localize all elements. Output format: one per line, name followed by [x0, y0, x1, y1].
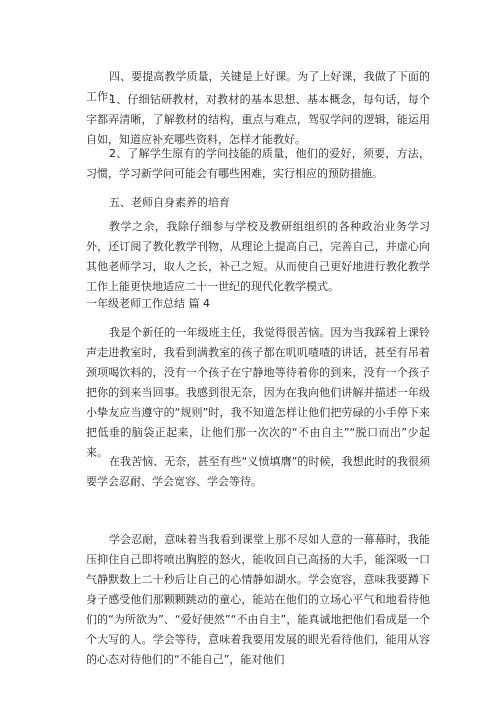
paragraph-item-2: 2、了解学生原有的学问技能的质量，他们的爱好，须要，方法，习惯，学习新学问可能会有哪些困难，实行相应的预防措施。 [86, 147, 430, 180]
paragraph-patience-tolerance-waiting: 学会忍耐，意味着当我看到课堂上那不尽如人意的一幕幕时，我能压抑住自己即将喷出胸腔的怒火，能收回自己高扬的大手，能深吸一口气静默数上二十秒后让自己的心情静如湖水。学会宽容，意味我要蹲下身子感受他们那颗颗跳动的童心，能站在他们的立场心平气和地看待他们的“为所欲为”、“爱好使然”“不由自主”，能真诚地把他们看成是一个个大写的人。学会等待，意味着我要用发展的眼光看待他们，能用从容的心态对待他们的“不能自己”，能对他们 [86, 533, 430, 666]
paragraph-new-teacher: 我是个新任的一年级班主任，我觉得很苦恼。因为当我踩着上课铃声走进教室时，我看到满教室的孩子都在叽叽喳喳的讲话，甚至有吊着颈项喝饮料的，没有一个孩子在宁静地等待着你的到来，没有一个孩子把你的到来当回事。我感到很无奈，因为在我向他们讲解并描述一年级小挚友应当遵守的“规则”时，我不知道怎样让他们把劳碌的小手停下来把低垂的脑袋正起来，让他们那一次次的“不由自主”“脱口而出”少起来。 [86, 326, 430, 459]
paragraph-section-five-heading: 五、老师自身素养的培育 [109, 196, 230, 209]
paragraph-self-study: 教学之余，我除仔细参与学校及教研组组织的各种政治业务学习外，还订阅了教化教学刊物，从理论上提高自己，完善自己，并虚心向其他老师学习，取人之长，补己之短。从而使自己更好地进行教化教学工作上能更快地适应二十一世纪的现代化教学模式。 [86, 220, 430, 293]
paragraph-learn-patience: 在我苦恼、无奈，甚至有些“义愤填膺”的时候，我想此时的我很须要学会忍耐、学会宽容、学会等待。 [86, 455, 430, 488]
article-title: 一年级老师工作总结 篇 4 [86, 297, 210, 310]
paragraph-item-1: 1、仔细钻研教材，对教材的基本思想、基本概念，每句话，每个字都弄清晰，了解教材的结构，重点与难点，驾驭学问的逻辑，能运用自如，知道应补充哪些资料，怎样才能教好。 [86, 93, 430, 146]
paragraph-section-four-heading: 四、要提高教学质量，关键是上好课。为了上好课，我做了下面的工作： [86, 70, 430, 103]
